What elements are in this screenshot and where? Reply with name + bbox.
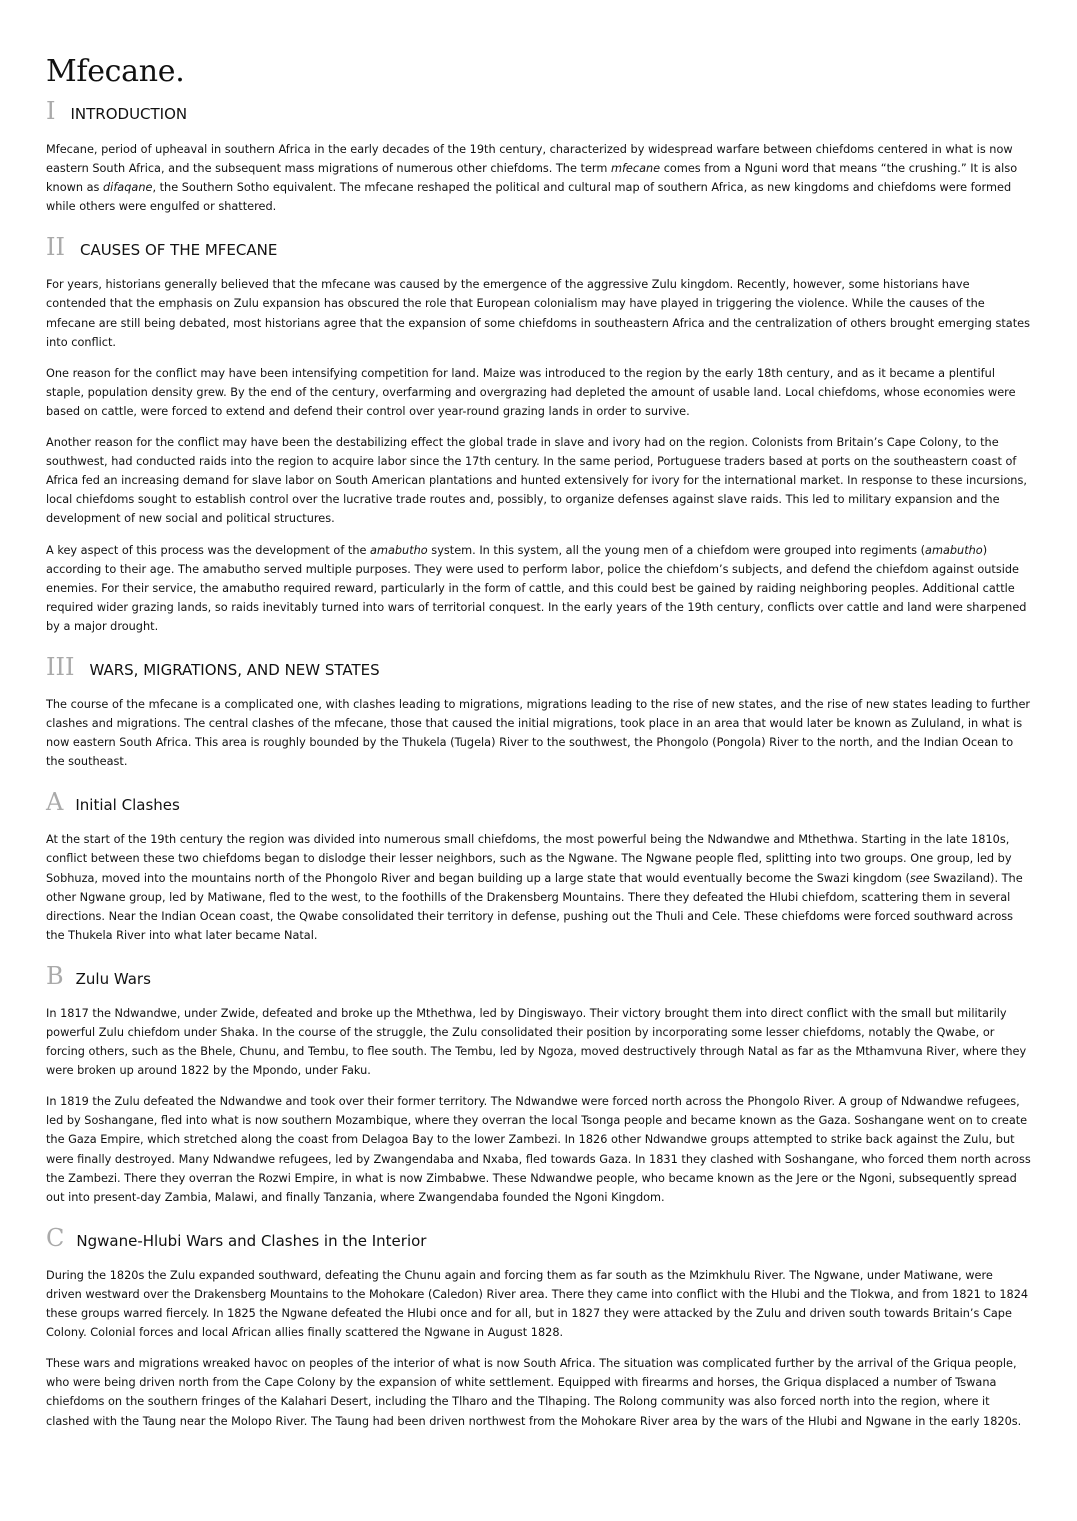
paragraph: In 1817 the Ndwandwe, under Zwide, defeated and broke up the Mthethwa, led by Dingiswayo. Their victory brought them into direct conflict with the small but militarily powerful Zulu chiefdom under Shaka. In the course of the struggle, the Zulu consolidated their position by incorporating some lesser chiefdoms, notably the Qwabe, or forcing others, such as the Bhele, Chunu, and Tembu, to flee south. The Tembu, led by Ngoza, moved destructively through Natal as far as the Mthamvuna River, where they were broken up around 1822 by the Mpondo, under Faku. xyxy=(46,1006,1027,1078)
section-number: B xyxy=(46,961,64,990)
paragraph xyxy=(46,830,1031,945)
section-heading-zulu-wars xyxy=(46,961,1031,990)
section-title: Ngwane-Hlubi Wars and Clashes in the Interior xyxy=(76,1231,427,1250)
page-title: Mfecane. xyxy=(46,54,185,89)
section-number: II xyxy=(46,233,65,262)
section-title: Initial Clashes xyxy=(75,796,180,815)
paragraph: For years, historians generally believed that the mfecane was caused by the emergence of the aggressive Zulu kingdom. Recently, however, some historians have contended that the emphasis on Zulu expansion has obscured the role that European colonialism may have played in triggering the violence. While the causes of the mfecane are still being debated, most historians agree that the expansion of some chiefdoms in southeastern Africa and the centralization of others brought emerging states into conflict. xyxy=(46,278,1030,349)
paragraph: In 1819 the Zulu defeated the Ndwandwe and took over their former territory. The Ndwandwe were forced north across the Phongolo River. A group of Ndwandwe refugees, led by Soshangane, fled into what is now southern Mozambique, where they overran the local Tsonga people and became known as the Gaza. Soshangane went on to create the Gaza Empire, which stretched along the coast from Delagoa Bay to the lower Zambezi. In 1826 other Ndwandwe groups attempted to strike back against the Zulu, but were finally destroyed. Many Ndwandwe refugees, led by Zwangendaba and Nxaba, fled towards Gaza. In 1831 they clashed with Soshangane, who forced them north across the Zambezi. There they overran the Rozwi Empire, in what is now Zimbabwe. These Ndwandwe people, who became known as the Jere or the Ngoni, subsequently spread out into present-day Zambia, Malawi, and finally Tanzania, where Zwangendaba founded the Ngoni Kingdom. xyxy=(46,1095,1031,1204)
section-title: WARS, MIGRATIONS, AND NEW STATES xyxy=(89,660,380,679)
section-heading-wars xyxy=(46,652,1031,681)
paragraph: During the 1820s the Zulu expanded southward, defeating the Chunu again and forcing them as far south as the Mzimkhulu River. The Ngwane, under Matiwane, were driven westward over the Drakensberg Mountains to the Mohokare (Caledon) River area. There they came into conflict with the Hlubi and the Tlokwa, and from 1821 to 1824 these groups warred fiercely. In 1825 the Ngwane defeated the Hlubi once and for all, but in 1827 they were attacked by the Zulu and driven south towards Britain’s Cape Colony. Colonial forces and local African allies finally scattered the Ngwane in August 1828. xyxy=(46,1268,1029,1340)
section-number: A xyxy=(46,788,64,817)
section-number: III xyxy=(46,652,75,681)
section-heading-initial-clashes xyxy=(46,788,1031,817)
emphasis: difaqane xyxy=(103,181,153,195)
paragraph xyxy=(46,541,1031,636)
emphasis: amabutho xyxy=(370,543,428,557)
text-run: system. In this system, all the young men of a chiefdom were grouped into regiments ( xyxy=(427,543,926,557)
text-run: Swaziland). The other Ngwane group, led by Matiwane, fled to the west, to the foothills of the Drakensberg Mountains. There they defeated the Hlubi chiefdom, scattering them in several directions. Near the Indian Ocean coast, the Qwabe consolidated their territory in defense, pushing out the Thuli and Cele. These chiefdoms were forced southward across the Thukela River into what later became Natal. xyxy=(46,871,1023,942)
paragraph: The course of the mfecane is a complicated one, with clashes leading to migrations, migrations leading to the rise of new states, and the rise of new states leading to further clashes and migrations. The central clashes of the mfecane, those that caused the initial migrations, took place in an area that would later be known as Zululand, in what is now eastern South Africa. This area is roughly bounded by the Thukela (Tugela) River to the southwest, the Phongolo (Pongola) River to the north, and the Indian Ocean to the southeast. xyxy=(46,697,1031,769)
paragraph xyxy=(46,140,1031,216)
text-run: A key aspect of this process was the development of the xyxy=(46,543,371,557)
emphasis: amabutho xyxy=(925,543,983,557)
text-run: comes from a Nguni word that means “the crushing.” It is also known as xyxy=(46,162,1018,195)
text-run: Mfecane, period of upheaval in southern Africa in the early decades of the 19th century, characterized by widespread warfare between chiefdoms centered in what is now eastern South Africa, and the subsequent mass migrations of numerous other chiefdoms. The term xyxy=(46,143,1013,176)
paragraph: Another reason for the conflict may have been the destabilizing effect the global trade in slave and ivory had on the region. Colonists from Britain’s Cape Colony, to the southwest, had conducted raids into the region to acquire labor since the 17th century. In the same period, Portuguese traders based at ports on the southeastern coast of Africa fed an increasing demand for slave labor on South American plantations and hunted extensively for ivory for the international market. In response to these incursions, local chiefdoms sought to establish control over the lucrative trade routes and, possibly, to organize defenses against slave raids. This led to military expansion and the development of new social and political structures. xyxy=(46,436,1027,526)
section-number: I xyxy=(46,97,56,125)
article xyxy=(46,52,1031,1431)
text-run: At the start of the 19th century the region was divided into numerous small chiefdoms, the most powerful being the Ndwandwe and Mthethwa. Starting in the late 1810s, conflict between these two chiefdoms began to dislodge their lesser neighbors, such as the Ngwane. The Ngwane people fled, splitting into two groups. One group, led by Sobhuza, moved into the mountains north of the Phongolo River and began building up a large state that would eventually become the Swazi kingdom ( xyxy=(46,833,1012,885)
section-title: INTRODUCTION xyxy=(70,105,188,123)
emphasis: see xyxy=(909,871,930,885)
section-title: Zulu Wars xyxy=(75,969,151,988)
section-heading-introduction xyxy=(46,99,1031,123)
paragraph: These wars and migrations wreaked havoc on peoples of the interior of what is now South Africa. The situation was complicated further by the arrival of the Griqua people, who were being driven north from the Cape Colony by the expansion of white settlement. Equipped with firearms and horses, the Griqua displaced a number of Tswana chiefdoms on the southern fringes of the Kalahari Desert, including the Tlharo and the Tlhaping. The Rolong community was also forced north into the region, where it clashed with the Taung near the Molopo River. The Taung had been driven northwest from the Mohokare River area by the wars of the Hlubi and Ngwane in the early 1820s. xyxy=(46,1357,1022,1428)
text-run: , the Southern Sotho equivalent. The mfecane reshaped the political and cultural map of southern Africa, as new kingdoms and chiefdoms were formed while others were engulfed or shattered. xyxy=(46,181,1012,214)
text-run: ) according to their age. The amabutho served multiple purposes. They were used to perform labor, police the chiefdom’s subjects, and defend the chiefdom against outside enemies. For their service, the amabutho required reward, particularly in the form of cattle, and this could best be gained by raiding neighboring peoples. Additional cattle required wider grazing lands, so raids inevitably turned into wars of territorial conquest. In the early years of the 19th century, conflicts over cattle and land were sharpened by a major drought. xyxy=(46,543,1027,633)
section-title: CAUSES OF THE MFECANE xyxy=(79,241,278,260)
section-heading-causes xyxy=(46,233,1031,262)
section-heading-ngwane-hlubi xyxy=(46,1223,1031,1252)
section-number: C xyxy=(46,1223,65,1252)
emphasis: mfecane xyxy=(610,162,661,176)
paragraph: One reason for the conflict may have been intensifying competition for land. Maize was introduced to the region by the early 18th century, and as it became a plentiful staple, population density grew. By the end of the century, overfarming and overgrazing had depleted the amount of usable land. Local chiefdoms, whose economies were based on cattle, were forced to extend and defend their control over year-round grazing lands in order to survive. xyxy=(46,366,1016,418)
